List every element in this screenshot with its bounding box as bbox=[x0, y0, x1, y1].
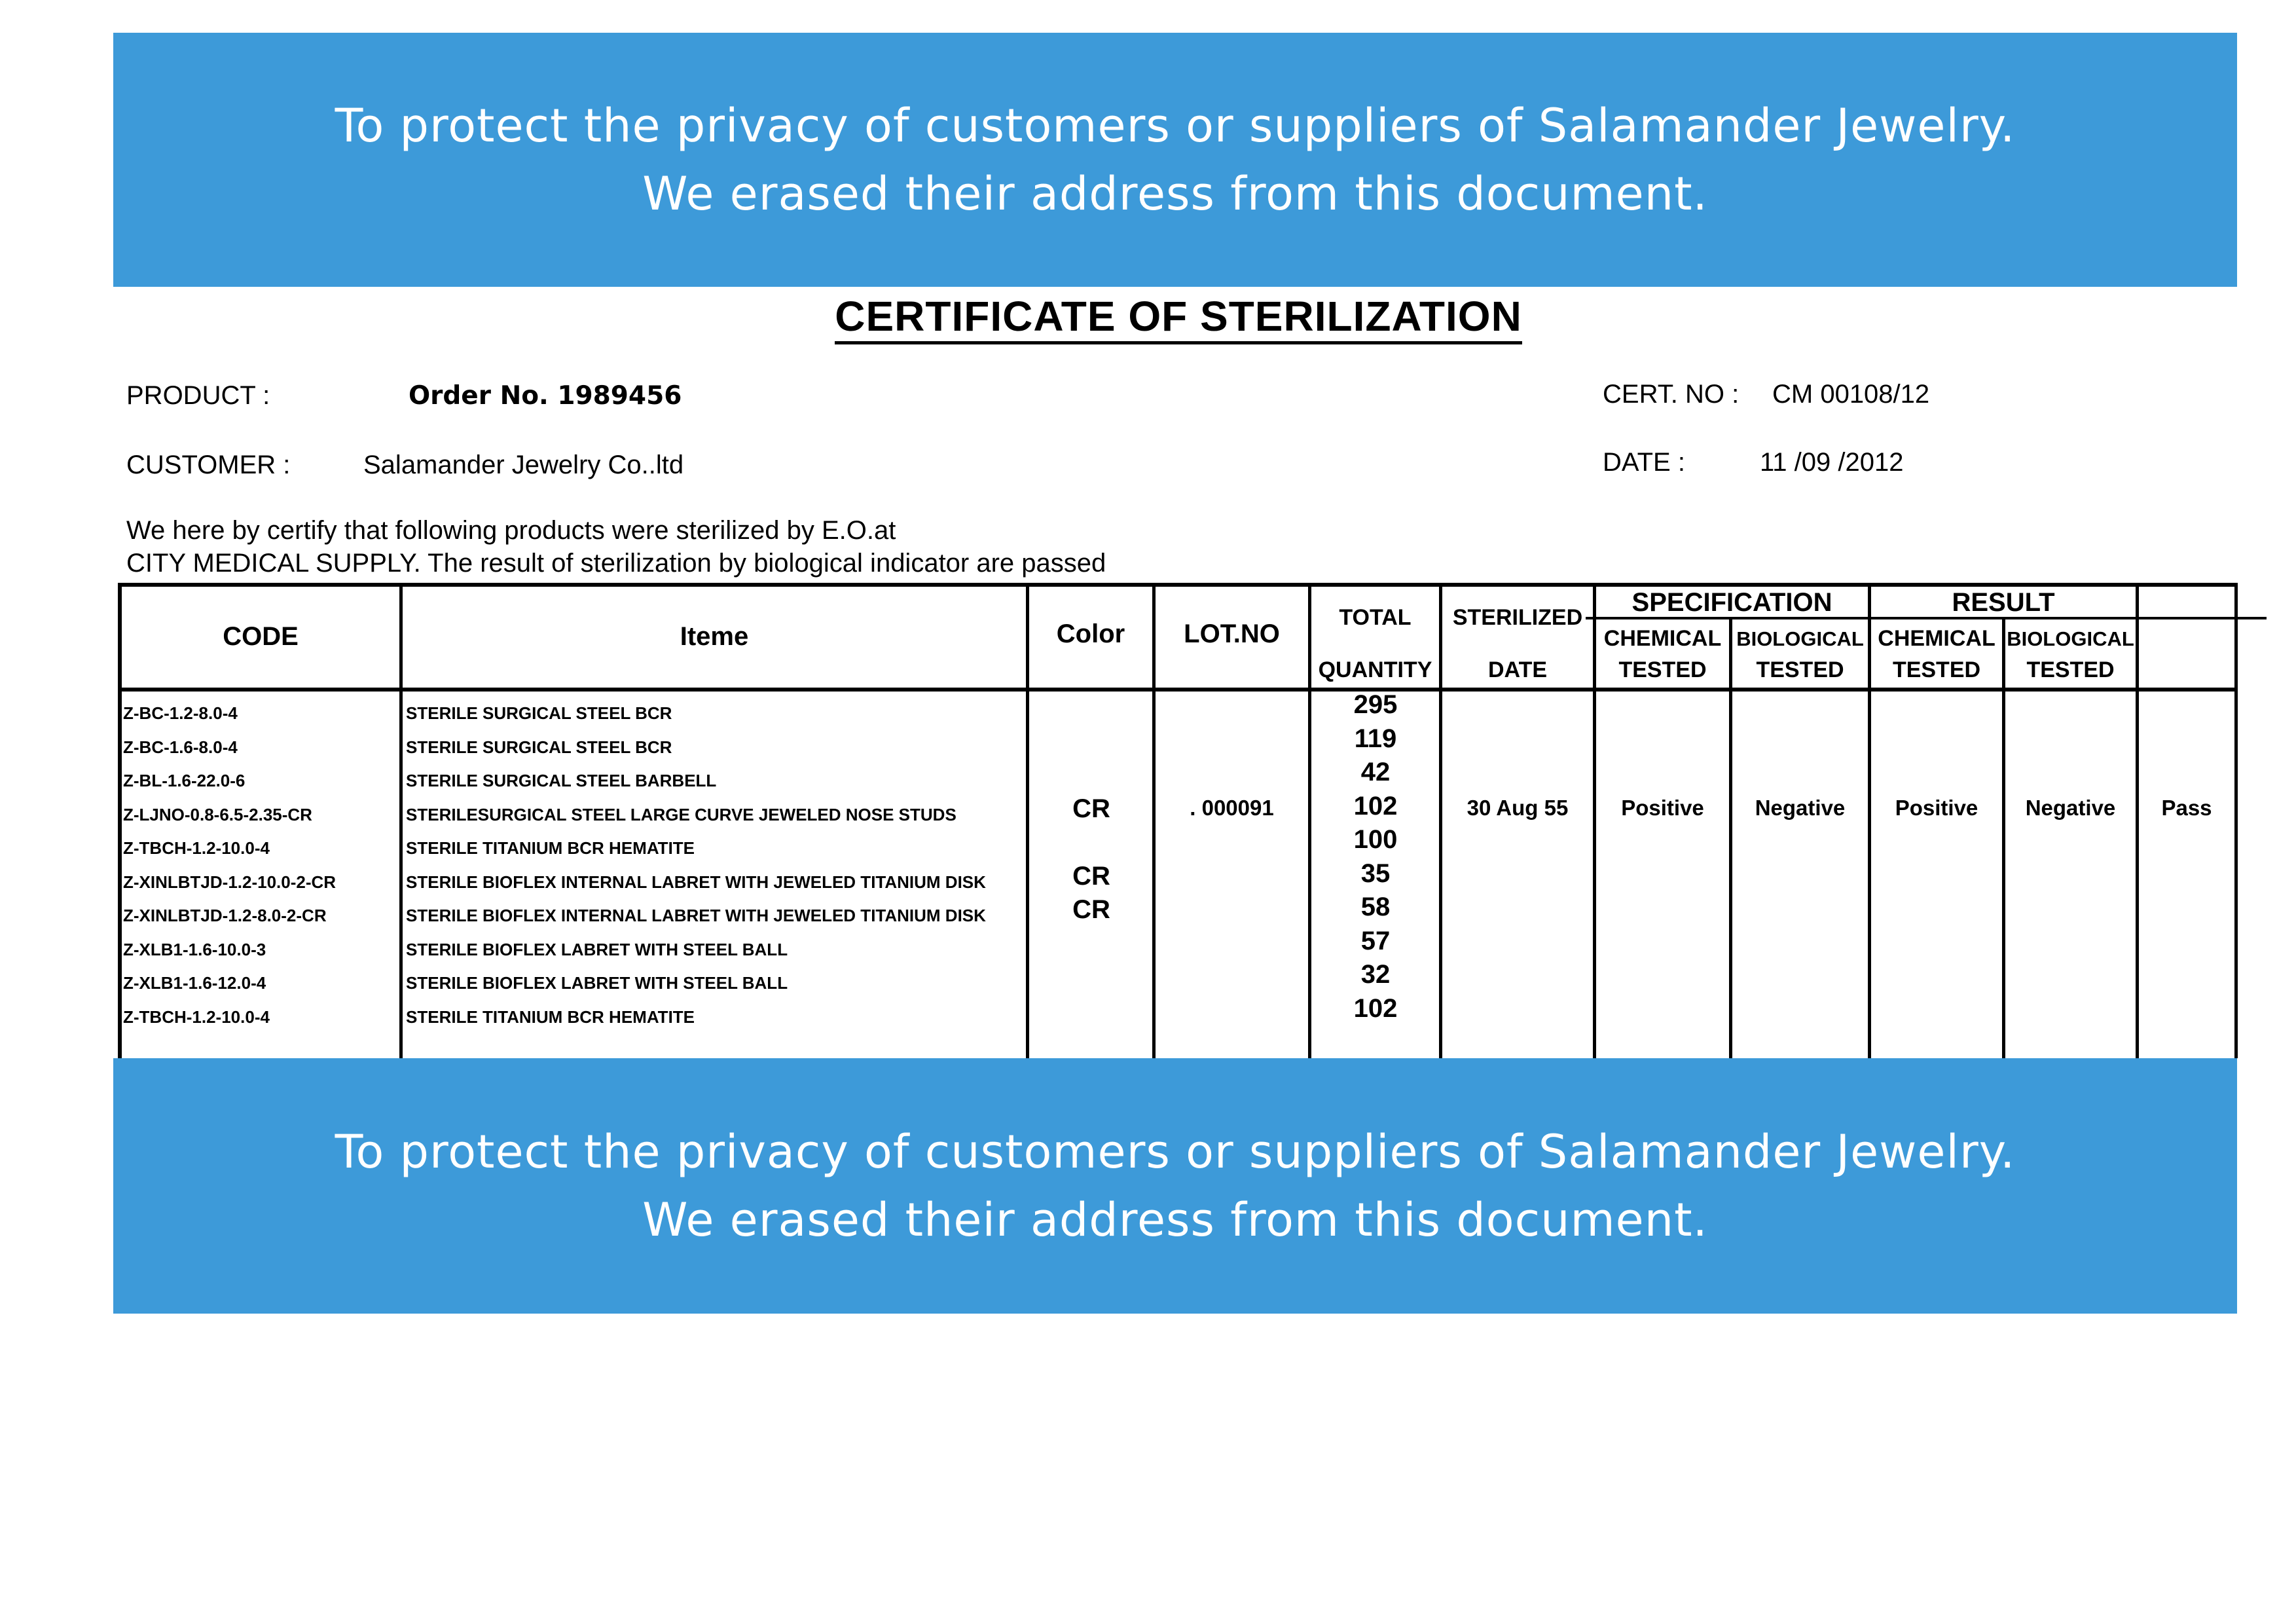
col-line-7 bbox=[1729, 619, 1732, 1058]
row-item: STERILESURGICAL STEEL LARGE CURVE JEWELED NOSE STUDS bbox=[406, 804, 957, 824]
sterilization-table bbox=[118, 583, 2238, 1058]
row-quantity: 35 bbox=[1360, 858, 1391, 888]
row-item: STERILE SURGICAL STEEL BARBELL bbox=[406, 771, 717, 790]
title-text: CERTIFICATE OF STERILIZATION bbox=[835, 293, 1522, 344]
row-color: CR bbox=[1072, 794, 1110, 823]
spec-chemical-tested: TESTED bbox=[1618, 657, 1707, 682]
table-border-top bbox=[118, 583, 2238, 587]
row-color: CR bbox=[1072, 861, 1110, 891]
row-code: Z-BC-1.6-8.0-4 bbox=[123, 737, 238, 757]
privacy-banner-bottom bbox=[113, 1058, 2237, 1314]
spec-biological-result: Negative bbox=[1755, 796, 1846, 820]
header-color: Color bbox=[1056, 619, 1125, 648]
row-quantity: 119 bbox=[1354, 724, 1397, 753]
result-biological-header: BIOLOGICAL bbox=[2007, 627, 2134, 650]
banner-line-2: We erased their address from this document. bbox=[642, 167, 1708, 221]
result-biological-tested: TESTED bbox=[2026, 657, 2115, 682]
row-quantity: 42 bbox=[1360, 758, 1391, 786]
col-line-8 bbox=[1868, 583, 1871, 1058]
row-code: Z-XINLBTJD-1.2-10.0-2-CR bbox=[123, 872, 337, 892]
row-code: Z-XLB1-1.6-12.0-4 bbox=[123, 973, 266, 993]
col-line-0 bbox=[118, 583, 122, 1058]
header-quantity: QUANTITY bbox=[1318, 657, 1432, 682]
privacy-banner-top bbox=[113, 33, 2237, 287]
header-date: DATE bbox=[1487, 657, 1548, 682]
row-item: STERILE BIOFLEX LABRET WITH STEEL BALL bbox=[406, 939, 788, 959]
result-chemical-tested: TESTED bbox=[1892, 657, 1981, 682]
row-item: STERILE SURGICAL STEEL BCR bbox=[406, 737, 672, 757]
result-biological-value: Negative bbox=[2025, 796, 2116, 820]
col-line-10 bbox=[2136, 583, 2139, 1058]
col-line-1 bbox=[399, 583, 403, 1058]
row-item: STERILE BIOFLEX LABRET WITH STEEL BALL bbox=[406, 973, 788, 993]
header-item: Iteme bbox=[680, 622, 749, 651]
row-code: Z-LJNO-0.8-6.5-2.35-CR bbox=[123, 804, 312, 824]
col-line-6 bbox=[1593, 583, 1596, 1058]
header-total: TOTAL bbox=[1339, 605, 1412, 630]
row-code: Z-XINLBTJD-1.2-8.0-2-CR bbox=[123, 906, 327, 925]
row-code: Z-TBCH-1.2-10.0-4 bbox=[123, 1006, 270, 1027]
row-item: STERILE TITANIUM BCR HEMATITE bbox=[406, 1006, 695, 1027]
header-divider bbox=[118, 688, 2238, 692]
row-color: CR bbox=[1072, 895, 1110, 924]
row-quantity: 32 bbox=[1360, 960, 1391, 989]
row-quantity: 58 bbox=[1360, 893, 1391, 921]
date-label: DATE : bbox=[1603, 448, 1685, 477]
date-value: 11 /09 /2012 bbox=[1760, 448, 1904, 477]
col-line-9 bbox=[2002, 619, 2005, 1058]
spec-chemical-result: Positive bbox=[1621, 796, 1704, 820]
customer-value: Salamander Jewelry Co..ltd bbox=[363, 451, 684, 479]
row-code: Z-XLB1-1.6-10.0-3 bbox=[123, 939, 266, 959]
product-label: PRODUCT : bbox=[126, 381, 270, 410]
row-quantity: 295 bbox=[1353, 690, 1398, 719]
cert-no-label: CERT. NO : bbox=[1603, 380, 1740, 409]
row-quantity: 100 bbox=[1353, 825, 1398, 854]
spec-biological-tested: TESTED bbox=[1756, 657, 1844, 682]
spec-chemical-header: CHEMICAL bbox=[1603, 626, 1722, 651]
document-title bbox=[0, 292, 2296, 341]
certify-line-2: CITY MEDICAL SUPPLY. The result of sterilization by biological indicator are passed bbox=[126, 549, 1106, 578]
row-code: Z-BC-1.2-8.0-4 bbox=[123, 703, 238, 723]
spec-biological-header: BIOLOGICAL bbox=[1736, 627, 1864, 650]
row-code: Z-BL-1.6-22.0-6 bbox=[123, 771, 246, 790]
lot-number: . 000091 bbox=[1190, 796, 1274, 820]
cert-no-value: CM 00108/12 bbox=[1772, 380, 1930, 409]
banner-line-2: We erased their address from this document. bbox=[642, 1193, 1708, 1247]
certify-line-1: We here by certify that following products were sterilized by E.O.at bbox=[126, 516, 896, 545]
row-item: STERILE SURGICAL STEEL BCR bbox=[406, 703, 672, 723]
sterilized-date: 30 Aug 55 bbox=[1467, 796, 1569, 820]
row-quantity: 102 bbox=[1353, 993, 1398, 1023]
col-line-11 bbox=[2234, 583, 2238, 1058]
banner-line-1: To protect the privacy of customers or suppliers of Salamander Jewelry. bbox=[335, 99, 2016, 153]
header-code: CODE bbox=[223, 622, 299, 651]
row-code: Z-TBCH-1.2-10.0-4 bbox=[123, 838, 270, 858]
result-chemical-header: CHEMICAL bbox=[1878, 626, 1995, 651]
row-item: STERILE BIOFLEX INTERNAL LABRET WITH JEWELED TITANIUM DISK bbox=[406, 906, 986, 925]
header-sterilized: STERILIZED bbox=[1452, 605, 1583, 630]
customer-label: CUSTOMER : bbox=[126, 451, 291, 479]
pass-status: Pass bbox=[2161, 796, 2212, 820]
banner-line-1: To protect the privacy of customers or suppliers of Salamander Jewelry. bbox=[335, 1125, 2016, 1179]
result-chemical-value: Positive bbox=[1895, 796, 1978, 820]
row-quantity: 102 bbox=[1353, 791, 1398, 821]
header-lot-no: LOT.NO bbox=[1184, 619, 1280, 648]
row-item: STERILE BIOFLEX INTERNAL LABRET WITH JEWELED TITANIUM DISK bbox=[406, 872, 986, 892]
header-result: RESULT bbox=[1952, 588, 2055, 617]
row-quantity: 57 bbox=[1360, 926, 1391, 955]
row-item: STERILE TITANIUM BCR HEMATITE bbox=[406, 838, 695, 858]
header-specification: SPECIFICATION bbox=[1631, 588, 1832, 617]
product-value: Order No. 1989456 bbox=[409, 381, 682, 411]
